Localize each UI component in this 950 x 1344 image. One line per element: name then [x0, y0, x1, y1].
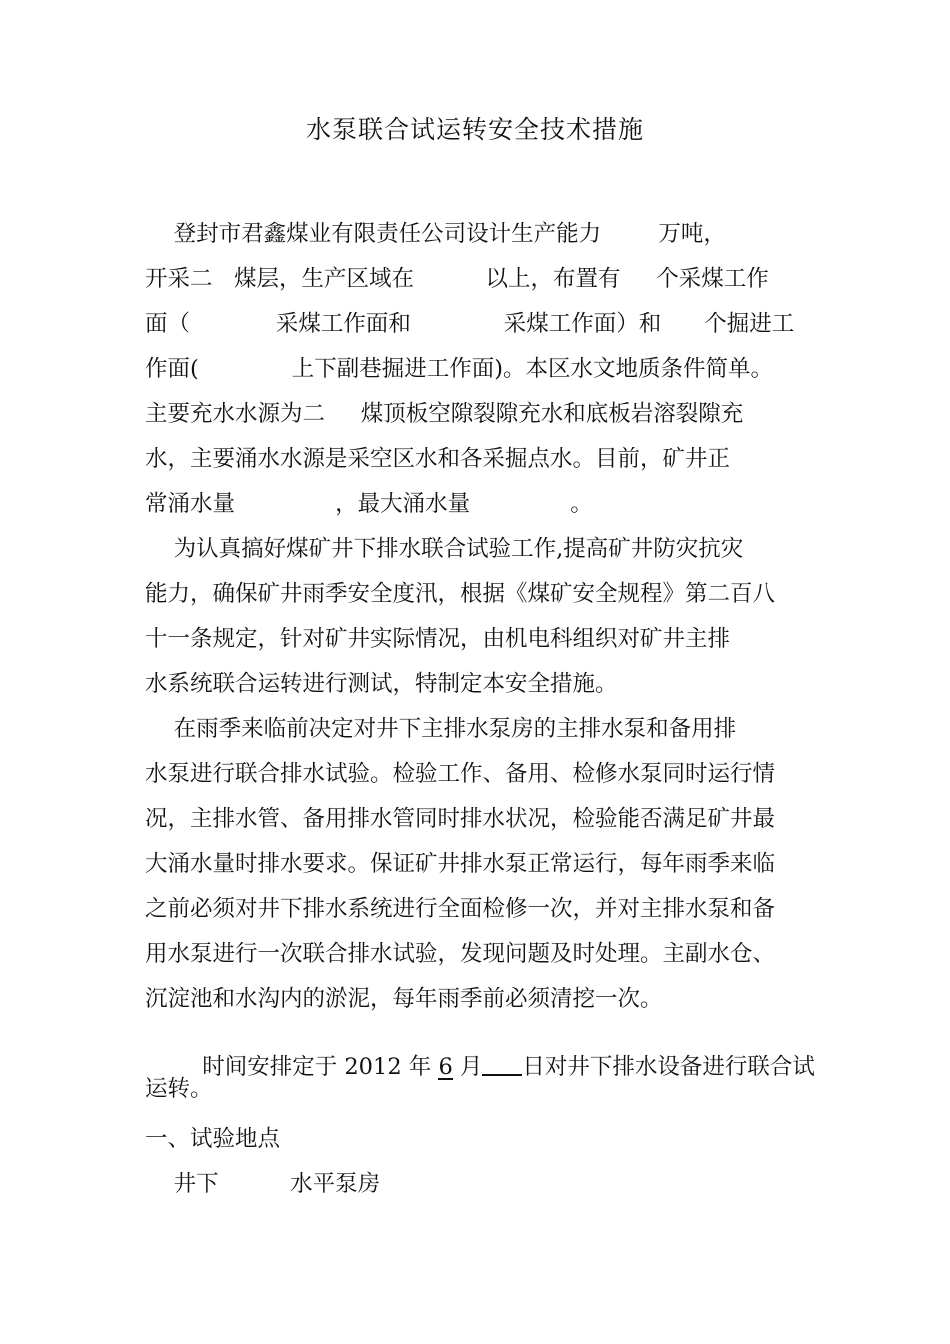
- paragraph-3-line-5: 之前必须对井下排水系统进行全面检修一次，并对主排水泵和备: [145, 896, 776, 922]
- paragraph-1-line-6: 水，主要涌水水源是采空区水和各采掘点水。目前，矿井正: [145, 446, 731, 472]
- paragraph-1-line-3: 面（ 采煤工作面和 采煤工作面）和 个掘进工: [145, 311, 795, 337]
- paragraph-3-line-3: 况，主排水管、备用排水管同时排水状况，检验能否满足矿井最: [145, 806, 776, 832]
- paragraph-1-line-5: 主要充水水源为二 煤顶板空隙裂隙充水和底板岩溶裂隙充: [145, 401, 744, 427]
- paragraph-4-line-2: 运转。: [145, 1076, 213, 1102]
- paragraph-3-line-7: 沉淀池和水沟内的淤泥，每年雨季前必须清挖一次。: [145, 986, 663, 1012]
- paragraph-2-line-4: 水系统联合运转进行测试，特制定本安全措施。: [145, 671, 618, 697]
- paragraph-2-line-3: 十一条规定，针对矿井实际情况，由机电科组织对矿井主排: [145, 626, 731, 652]
- schedule-month: 6: [438, 1053, 453, 1080]
- paragraph-3-line-6: 用水泵进行一次联合排水试验，发现问题及时处理。主副水仓、: [145, 941, 776, 967]
- paragraph-1-line-4: 作面( 上下副巷掘进工作面)。本区水文地质条件简单。: [145, 356, 774, 382]
- paragraph-3-line-2: 水泵进行联合排水试验。检验工作、备用、检修水泵同时运行情: [145, 761, 776, 787]
- section-1-heading: 一、试验地点: [145, 1126, 281, 1152]
- paragraph-3-line-4: 大涌水量时排水要求。保证矿井排水泵正常运行，每年雨季来临: [145, 851, 776, 877]
- document-title: 水泵联合试运转安全技术措施: [305, 115, 644, 144]
- schedule-prefix: 时间安排定于 2012 年: [173, 1053, 439, 1080]
- paragraph-2-line-1: 为认真搞好煤矿井下排水联合试验工作,提高矿井防灾抗灾: [145, 536, 744, 562]
- paragraph-1-line-1: 登封市君鑫煤业有限责任公司设计生产能力 万吨，: [145, 221, 726, 247]
- paragraph-1-line-2: 开采二 煤层，生产区域在 以上，布置有 个采煤工作: [145, 266, 769, 292]
- paragraph-1-line-7: 常涌水量 ，最大涌水量 。: [145, 491, 593, 517]
- paragraph-4-line-1: [145, 1033, 815, 1103]
- paragraph-2-line-2: 能力，确保矿井雨季安全度汛，根据《煤矿安全规程》第二百八: [145, 581, 776, 607]
- schedule-month-unit: 月: [452, 1053, 483, 1080]
- section-1-body: 井下 水平泵房: [145, 1171, 381, 1197]
- schedule-day-blank: [482, 1056, 522, 1076]
- paragraph-3-line-1: 在雨季来临前决定对井下主排水泵房的主排水泵和备用排: [145, 716, 737, 742]
- schedule-suffix: 日对井下排水设备进行联合试: [522, 1053, 815, 1080]
